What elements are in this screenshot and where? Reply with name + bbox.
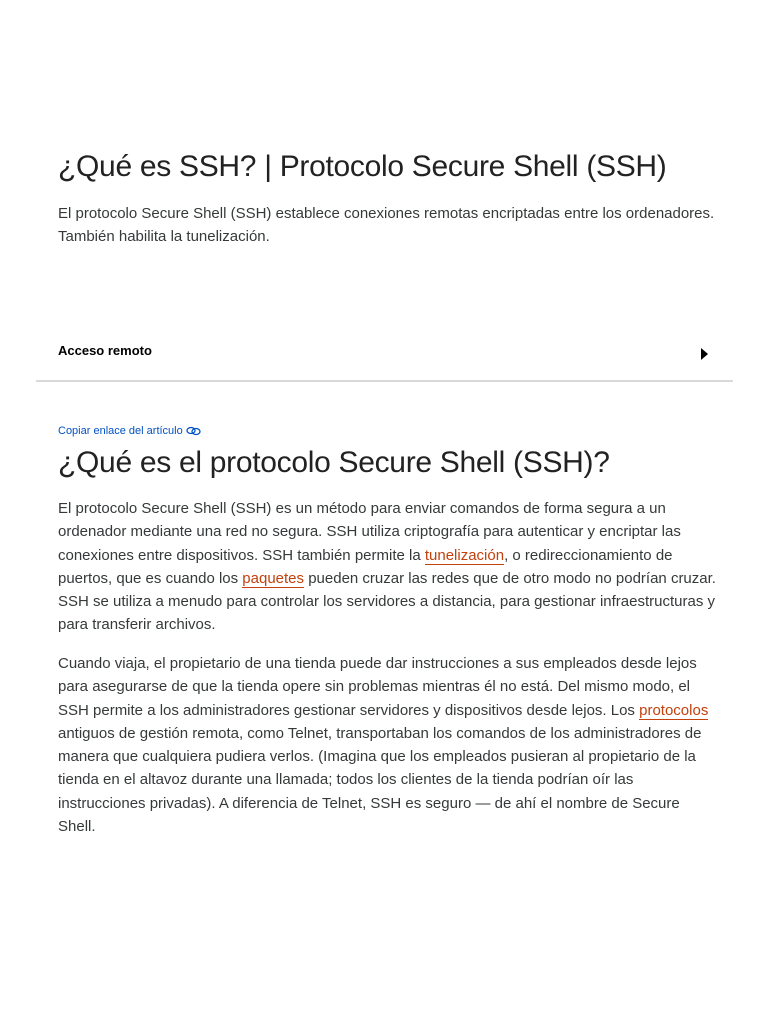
page-title: ¿Qué es SSH? | Protocolo Secure Shell (SSH): [58, 150, 667, 183]
triangle-right-icon: [701, 348, 708, 360]
copy-article-link[interactable]: [58, 424, 201, 438]
copy-link-label: Copiar enlace del artículo: [58, 425, 183, 437]
divider: [36, 380, 733, 382]
paragraph-text: , o redireccionamiento de puertos, que es cuando los: [58, 546, 673, 587]
paragraph-text: antiguos de gestión remota, como Telnet, transportaban los comandos de los administradores de manera que cualquiera pudiera verlos. (Imagina que los empleados pusieran al propietario de la tienda en el altavoz durante una llamada; todos los clientes de la tienda podrían oír las instrucciones privadas). A diferencia de Telnet, SSH es seguro — de ahí el nombre de Secure Shell.: [58, 724, 702, 836]
article-paragraph-1: [58, 497, 718, 637]
tunneling-link[interactable]: tunelización: [424, 546, 505, 564]
link-icon: [186, 426, 201, 436]
packets-link[interactable]: paquetes: [242, 569, 305, 587]
paragraph-text: pueden cruzar las redes que de otro modo no podrían cruzar. SSH se utiliza a menudo para controlar los servidores a distancia, para gestionar infraestructuras y para transferir archivos.: [58, 569, 716, 634]
page-description: El protocolo Secure Shell (SSH) establece conexiones remotas encriptadas entre los ordenadores. También habilita la tunelización.: [58, 205, 715, 245]
article-paragraph-2: [58, 652, 718, 838]
section-accordion-remote-access[interactable]: [58, 340, 714, 364]
article-heading: ¿Qué es el protocolo Secure Shell (SSH)?: [58, 446, 610, 479]
paragraph-text: El protocolo Secure Shell (SSH) es un método para enviar comandos de forma segura a un ordenador mediante una red no segura. SSH utiliza criptografía para autenticar y encriptar las conexiones entre dispositivos. SSH también permite la: [58, 500, 681, 564]
section-label: Acceso remoto: [58, 343, 152, 358]
protocols-link[interactable]: protocolos: [639, 701, 709, 719]
paragraph-text: Cuando viaja, el propietario de una tienda puede dar instrucciones a sus empleados desde lejos para asegurarse de que la tienda opere sin problemas mientras él no está. Del mismo modo, el SSH permite a los administradores gestionar servidores y dispositivos desde lejos. Los: [58, 655, 697, 719]
